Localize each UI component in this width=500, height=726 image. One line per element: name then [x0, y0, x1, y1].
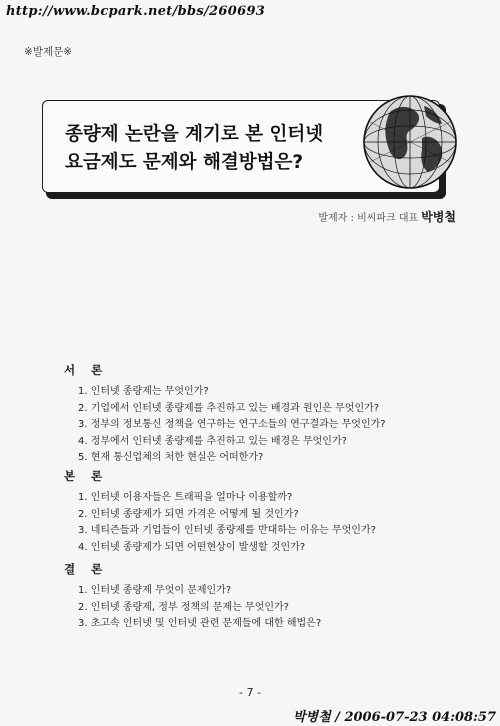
list-item: 2. 인터넷 종량제가 되면 가격은 어떻게 될 것인가? [78, 508, 299, 520]
list-item: 5. 현재 통신업체의 처한 현실은 어떠한가? [78, 452, 264, 463]
document-title [65, 121, 365, 177]
list-item: 1. 인터넷 종량제 무엇이 문제인가? [78, 585, 232, 596]
list-item: 1. 인터넷 이용자들은 트래픽을 얼마나 이용할까? [78, 492, 293, 503]
list-item: 4. 정부에서 인터넷 종량제를 추진하고 있는 배경은 무엇인가? [78, 435, 347, 447]
section-title: 서론 [64, 363, 119, 377]
page-number: - 7 - [239, 686, 261, 699]
section-title: 결론 [64, 562, 119, 576]
source-url: http://www.bcpark.net/bbs/260693 [6, 4, 266, 19]
author-name: 박병철 [421, 210, 456, 224]
list-item: 3. 초고속 인터넷 및 인터넷 관련 문제들에 대한 해법은? [78, 618, 322, 629]
list-item: 2. 인터넷 종량제, 정부 정책의 문제는 무엇인가? [78, 601, 289, 613]
globe-icon [360, 92, 460, 192]
section-body [66, 468, 376, 556]
list-item: 1. 인터넷 종량제는 무엇인가? [78, 386, 209, 397]
list-item: 3. 네티즌들과 기업들이 인터넷 종량제를 반대하는 이유는 무엇인가? [78, 525, 376, 536]
section-intro [66, 362, 386, 467]
title-line-1: 종량제 논란을 계기로 본 인터넷 [65, 124, 324, 145]
list-item: 3. 정부의 정보통신 정책을 연구하는 연구소들의 연구결과는 무엇인가? [78, 419, 386, 430]
title-box [42, 100, 459, 203]
document-tag: ※발제문※ [24, 46, 73, 58]
title-line-2: 요금제도 문제와 해결방법은? [65, 152, 304, 173]
section-conclusion [66, 561, 321, 633]
author-line [318, 208, 456, 225]
list-item: 4. 인터넷 종량제가 되면 어떤현상이 발생할 것인가? [78, 541, 306, 553]
list-item: 2. 기업에서 인터넷 종량제를 추진하고 있는 배경과 원인은 무엇인가? [78, 402, 380, 414]
section-title: 본론 [64, 469, 119, 483]
author-label: 발제자 : 비씨파크 대표 [318, 213, 419, 224]
timestamp-stamp: 박병철 / 2006-07-23 04:08:57 [292, 710, 496, 725]
